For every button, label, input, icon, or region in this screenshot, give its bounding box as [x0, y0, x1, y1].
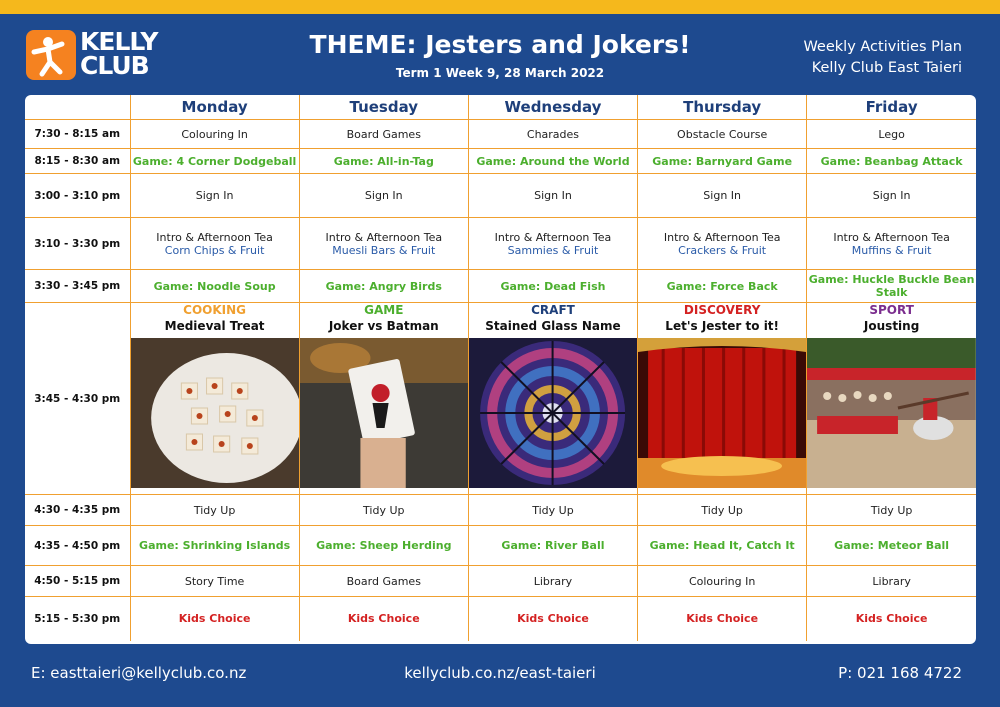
table-row — [25, 270, 976, 303]
day-monday: Monday — [130, 95, 299, 120]
game-cell: Game: Angry Birds — [299, 270, 468, 303]
game-cell: Game: Shrinking Islands — [130, 526, 299, 566]
table-row — [25, 597, 976, 641]
game-cell: Game: Dead Fish — [468, 270, 637, 303]
feature-activity: Jousting — [863, 319, 920, 333]
time-cell: 3:30 - 3:45 pm — [25, 270, 130, 303]
tea-label: Intro & Afternoon Tea — [325, 230, 443, 244]
snack-label: Crackers & Fruit — [678, 243, 767, 257]
activity-cell: Obstacle Course — [638, 120, 807, 149]
time-cell: 5:15 - 5:30 pm — [25, 597, 130, 641]
game-cell: Game: Around the World — [468, 149, 637, 174]
table-row — [25, 303, 976, 495]
logo-figure-icon — [26, 30, 76, 80]
activity-cell: Library — [468, 566, 637, 597]
plan-line1: Weekly Activities Plan — [803, 39, 962, 55]
game-cell: Game: Force Back — [638, 270, 807, 303]
activity-cell: Board Games — [299, 566, 468, 597]
game-cell: Game: Barnyard Game — [638, 149, 807, 174]
table-row — [25, 526, 976, 566]
kids-choice-cell: Kids Choice — [130, 597, 299, 641]
category-label: SPORT — [869, 303, 914, 317]
tea-cell — [130, 218, 299, 270]
tea-label: Intro & Afternoon Tea — [156, 230, 273, 244]
day-tuesday: Tuesday — [299, 95, 468, 120]
page-subtitle: Term 1 Week 9, 28 March 2022 — [395, 66, 605, 80]
footer-email[interactable]: E: easttaieri@kellyclub.co.nz — [31, 664, 247, 682]
activity-cell: Tidy Up — [130, 495, 299, 526]
logo-line1: KELLY — [80, 27, 158, 56]
footer-website[interactable]: kellyclub.co.nz/east-taieri — [404, 664, 596, 682]
schedule-table — [25, 95, 976, 641]
feature-cell-friday — [807, 303, 976, 495]
activity-cell: Sign In — [807, 174, 976, 218]
feature-activity: Joker vs Batman — [328, 319, 439, 333]
top-accent-bar — [0, 0, 1000, 14]
time-cell: 3:10 - 3:30 pm — [25, 218, 130, 270]
time-cell: 4:35 - 4:50 pm — [25, 526, 130, 566]
day-friday: Friday — [807, 95, 976, 120]
activity-cell: Tidy Up — [468, 495, 637, 526]
snack-label: Sammies & Fruit — [507, 243, 599, 257]
kids-choice-cell: Kids Choice — [807, 597, 976, 641]
activity-cell: Lego — [807, 120, 976, 149]
cookies-photo — [131, 338, 299, 488]
kids-choice-cell: Kids Choice — [638, 597, 807, 641]
game-cell: Game: Meteor Ball — [807, 526, 976, 566]
activity-cell: Sign In — [130, 174, 299, 218]
activity-cell: Sign In — [638, 174, 807, 218]
category-label: CRAFT — [531, 303, 575, 317]
tea-cell — [299, 218, 468, 270]
table-row — [25, 120, 976, 149]
category-label: GAME — [364, 303, 404, 317]
activity-cell: Tidy Up — [807, 495, 976, 526]
category-label: COOKING — [183, 303, 247, 317]
activity-cell: Board Games — [299, 120, 468, 149]
activity-cell: Colouring In — [130, 120, 299, 149]
corner-cell — [25, 95, 130, 120]
schedule-sheet — [25, 95, 976, 644]
tea-cell — [638, 218, 807, 270]
activity-cell: Sign In — [468, 174, 637, 218]
time-cell: 3:00 - 3:10 pm — [25, 174, 130, 218]
time-cell: 4:50 - 5:15 pm — [25, 566, 130, 597]
activity-cell: Sign In — [299, 174, 468, 218]
tea-cell — [468, 218, 637, 270]
table-row — [25, 149, 976, 174]
game-cell: Game: Noodle Soup — [130, 270, 299, 303]
table-row — [25, 218, 976, 270]
feature-cell-wednesday — [468, 303, 637, 495]
day-wednesday: Wednesday — [468, 95, 637, 120]
activity-cell: Colouring In — [638, 566, 807, 597]
activity-cell: Charades — [468, 120, 637, 149]
footer-phone[interactable]: P: 021 168 4722 — [838, 664, 962, 682]
game-cell: Game: River Ball — [468, 526, 637, 566]
kids-choice-cell: Kids Choice — [468, 597, 637, 641]
game-cell: Game: 4 Corner Dodgeball — [130, 149, 299, 174]
table-row — [25, 566, 976, 597]
snack-label: Muffins & Fruit — [851, 243, 932, 257]
tea-cell — [807, 218, 976, 270]
game-cell: Game: All-in-Tag — [299, 149, 468, 174]
day-header-row — [25, 95, 976, 120]
time-cell: 4:30 - 4:35 pm — [25, 495, 130, 526]
feature-activity: Let's Jester to it! — [665, 319, 780, 333]
time-cell: 8:15 - 8:30 am — [25, 149, 130, 174]
tea-label: Intro & Afternoon Tea — [833, 230, 950, 244]
table-row — [25, 495, 976, 526]
jousting-photo — [807, 338, 976, 488]
plan-line2: Kelly Club East Taieri — [811, 60, 962, 76]
activity-cell: Library — [807, 566, 976, 597]
tea-label: Intro & Afternoon Tea — [494, 230, 612, 244]
feature-activity: Stained Glass Name — [485, 319, 621, 333]
day-thursday: Thursday — [638, 95, 807, 120]
table-row — [25, 174, 976, 218]
time-cell: 3:45 - 4:30 pm — [25, 303, 130, 495]
stage-curtain-photo — [638, 338, 806, 488]
snack-label: Muesli Bars & Fruit — [332, 243, 436, 257]
game-cell: Game: Head It, Catch It — [638, 526, 807, 566]
activity-cell: Story Time — [130, 566, 299, 597]
feature-activity: Medieval Treat — [164, 319, 265, 333]
joker-card-photo — [300, 338, 468, 488]
activity-cell: Tidy Up — [638, 495, 807, 526]
kids-choice-cell: Kids Choice — [299, 597, 468, 641]
feature-cell-monday — [130, 303, 299, 495]
logo-line2: CLUB — [80, 51, 149, 80]
snack-label: Corn Chips & Fruit — [164, 243, 265, 257]
feature-cell-thursday — [638, 303, 807, 495]
tea-label: Intro & Afternoon Tea — [663, 230, 781, 244]
plan-info — [803, 37, 962, 79]
game-cell: Game: Huckle Buckle Bean Stalk — [807, 270, 976, 303]
game-cell: Game: Sheep Herding — [299, 526, 468, 566]
stained-glass-photo — [469, 338, 637, 488]
category-label: DISCOVERY — [683, 303, 761, 317]
time-cell: 7:30 - 8:15 am — [25, 120, 130, 149]
activity-cell: Tidy Up — [299, 495, 468, 526]
feature-cell-tuesday — [299, 303, 468, 495]
page-title: THEME: Jesters and Jokers! — [309, 30, 691, 59]
game-cell: Game: Beanbag Attack — [807, 149, 976, 174]
kelly-club-logo — [26, 27, 160, 82]
